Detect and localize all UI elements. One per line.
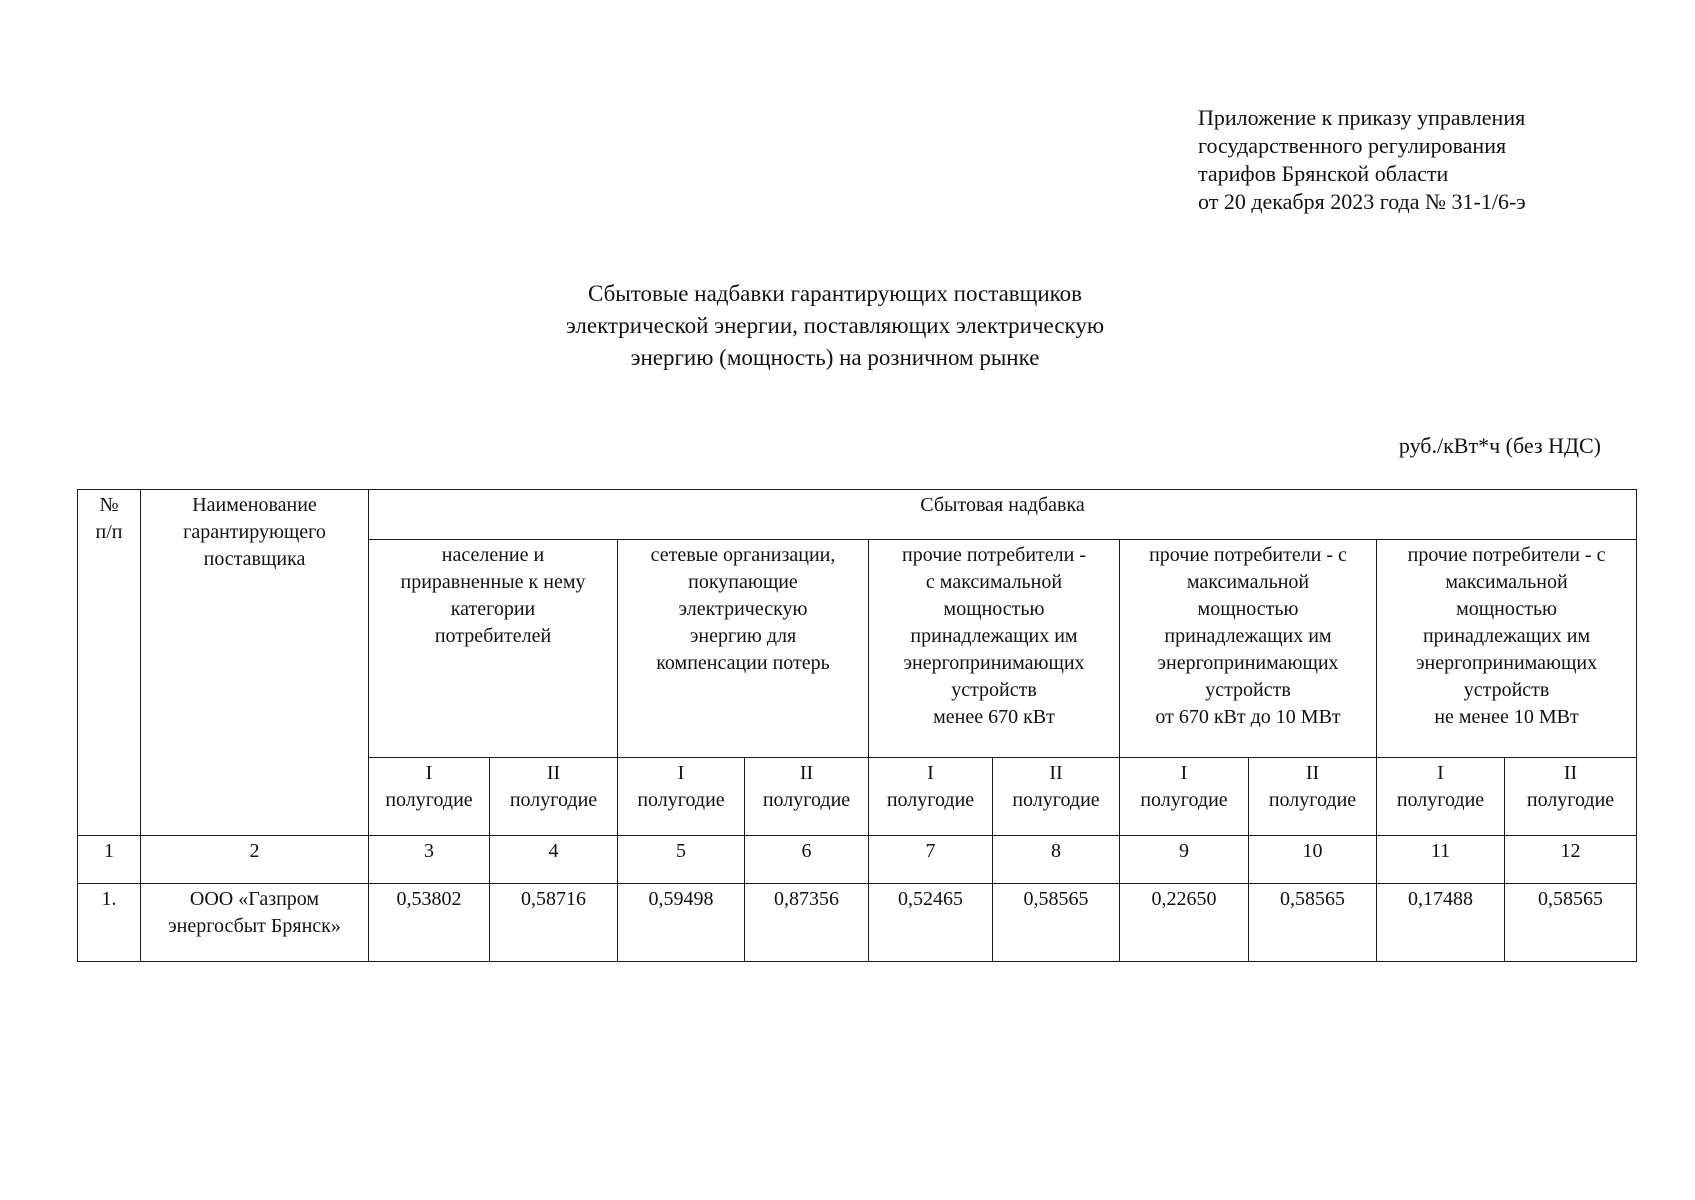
category-line: электрическую — [678, 598, 808, 620]
category-line: максимальной — [1186, 571, 1310, 593]
supplier-name-line: ООО «Газпром — [189, 888, 320, 910]
column-number: 12 — [1505, 836, 1637, 884]
category-line: устройств — [1463, 679, 1550, 701]
header-category-population — [369, 540, 618, 758]
column-number: 4 — [490, 836, 618, 884]
header-first-half — [369, 758, 490, 836]
category-line: принадлежащих им — [1422, 625, 1591, 647]
header-category-over-10mw — [1377, 540, 1637, 758]
category-line: от 670 кВт до 10 МВт — [1155, 706, 1341, 728]
appendix-line: Приложение к приказу управления — [1198, 105, 1526, 130]
markup-value: 0,58565 — [993, 884, 1120, 962]
half-word: полугодие — [1268, 789, 1357, 811]
markup-value: 0,52465 — [869, 884, 993, 962]
column-number: 3 — [369, 836, 490, 884]
half-roman: I — [1180, 762, 1188, 784]
category-line: категории — [450, 598, 536, 620]
markup-value: 0,58716 — [490, 884, 618, 962]
header-name-line: Наименование — [192, 494, 317, 516]
column-number: 5 — [618, 836, 745, 884]
half-roman: I — [425, 762, 433, 784]
appendix-note — [1198, 104, 1526, 216]
title-line: электрической энергии, поставляющих электрическую — [565, 313, 1105, 338]
half-word: полугодие — [509, 789, 598, 811]
header-second-half — [490, 758, 618, 836]
half-word: полугодие — [1396, 789, 1485, 811]
category-line: покупающие — [688, 571, 798, 593]
half-roman: II — [799, 762, 814, 784]
header-no — [78, 490, 141, 836]
half-roman: II — [1049, 762, 1063, 784]
category-line: сетевые организации, — [650, 544, 836, 566]
half-word: полугодие — [886, 789, 975, 811]
units-label: руб./кВт*ч (без НДС) — [1398, 433, 1601, 458]
category-line: с максимальной — [925, 571, 1063, 593]
category-line: компенсации потерь — [656, 652, 830, 674]
appendix-line: государственного регулирования — [1198, 133, 1507, 158]
category-line: прочие потребители - — [902, 544, 1086, 566]
half-word: полугодие — [1526, 789, 1615, 811]
header-second-half — [1505, 758, 1637, 836]
header-supplier-name — [141, 490, 369, 836]
category-line: потребителей — [434, 625, 552, 647]
column-number: 11 — [1377, 836, 1505, 884]
header-row-main — [78, 490, 1637, 540]
supplier-name — [141, 884, 369, 962]
supplier-name-line: энергосбыт Брянск» — [168, 915, 341, 937]
header-second-half — [1249, 758, 1377, 836]
header-first-half — [618, 758, 745, 836]
category-line: не менее 10 МВт — [1434, 706, 1579, 728]
header-category-grid-organizations — [618, 540, 869, 758]
markup-value: 0,17488 — [1377, 884, 1505, 962]
category-line: устройств — [1205, 679, 1291, 701]
markup-value: 0,87356 — [745, 884, 869, 962]
header-second-half — [993, 758, 1120, 836]
category-line: принадлежащих им — [1164, 625, 1332, 647]
category-line: энергопринимающих — [1157, 652, 1339, 674]
markup-value: 0,59498 — [618, 884, 745, 962]
column-number: 6 — [745, 836, 869, 884]
header-name-line: гарантирующего — [183, 521, 326, 543]
header-first-half — [1377, 758, 1505, 836]
column-number: 7 — [869, 836, 993, 884]
half-word: полугодие — [762, 789, 851, 811]
row-number: 1. — [78, 884, 141, 962]
header-category-under-670kw — [869, 540, 1120, 758]
header-no-line: п/п — [95, 521, 123, 543]
category-line: устройств — [951, 679, 1037, 701]
category-line: мощностью — [1456, 598, 1557, 620]
category-line: менее 670 кВт — [933, 706, 1055, 728]
category-line: мощностью — [1197, 598, 1299, 620]
header-first-half — [869, 758, 993, 836]
title-line: энергию (мощность) на розничном рынке — [630, 345, 1040, 370]
half-roman: II — [1563, 762, 1578, 784]
tariff-table — [77, 489, 1637, 962]
half-roman: II — [546, 762, 561, 784]
appendix-line: от 20 декабря 2023 года № 31-1/6-э — [1198, 189, 1526, 214]
column-number-row — [78, 836, 1637, 884]
header-category-670kw-10mw — [1120, 540, 1377, 758]
column-number: 10 — [1249, 836, 1377, 884]
category-line: принадлежащих им — [910, 625, 1078, 647]
category-line: энергопринимающих — [1415, 652, 1598, 674]
half-roman: I — [677, 762, 685, 784]
category-line: максимальной — [1445, 571, 1568, 593]
header-name-line: поставщика — [203, 548, 306, 570]
half-roman: II — [1305, 762, 1320, 784]
column-number: 2 — [141, 836, 369, 884]
document-title — [330, 278, 1340, 374]
category-line: приравненные к нему — [400, 571, 586, 593]
markup-value: 0,53802 — [369, 884, 490, 962]
table-row — [78, 884, 1637, 962]
category-line: энергию для — [689, 625, 797, 647]
category-line: прочие потребители - с — [1407, 544, 1606, 566]
header-second-half — [745, 758, 869, 836]
column-number: 1 — [78, 836, 141, 884]
title-line: Сбытовые надбавки гарантирующих поставщиков — [587, 281, 1083, 306]
half-word: полугодие — [1012, 789, 1100, 811]
column-number: 8 — [993, 836, 1120, 884]
appendix-line: тарифов Брянской области — [1198, 161, 1449, 186]
header-first-half — [1120, 758, 1249, 836]
category-line: мощностью — [943, 598, 1045, 620]
half-word: полугодие — [637, 789, 725, 811]
category-line: энергопринимающих — [903, 652, 1085, 674]
column-number: 9 — [1120, 836, 1249, 884]
markup-value: 0,58565 — [1249, 884, 1377, 962]
header-no-line: № — [99, 494, 119, 516]
half-roman: I — [927, 762, 934, 784]
half-roman: I — [1437, 762, 1444, 784]
half-word: полугодие — [1140, 789, 1228, 811]
category-line: население и — [441, 544, 545, 566]
markup-value: 0,58565 — [1505, 884, 1637, 962]
half-word: полугодие — [385, 789, 473, 811]
category-line: прочие потребители - с — [1149, 544, 1347, 566]
header-markup-group: Сбытовая надбавка — [369, 490, 1637, 540]
markup-value: 0,22650 — [1120, 884, 1249, 962]
